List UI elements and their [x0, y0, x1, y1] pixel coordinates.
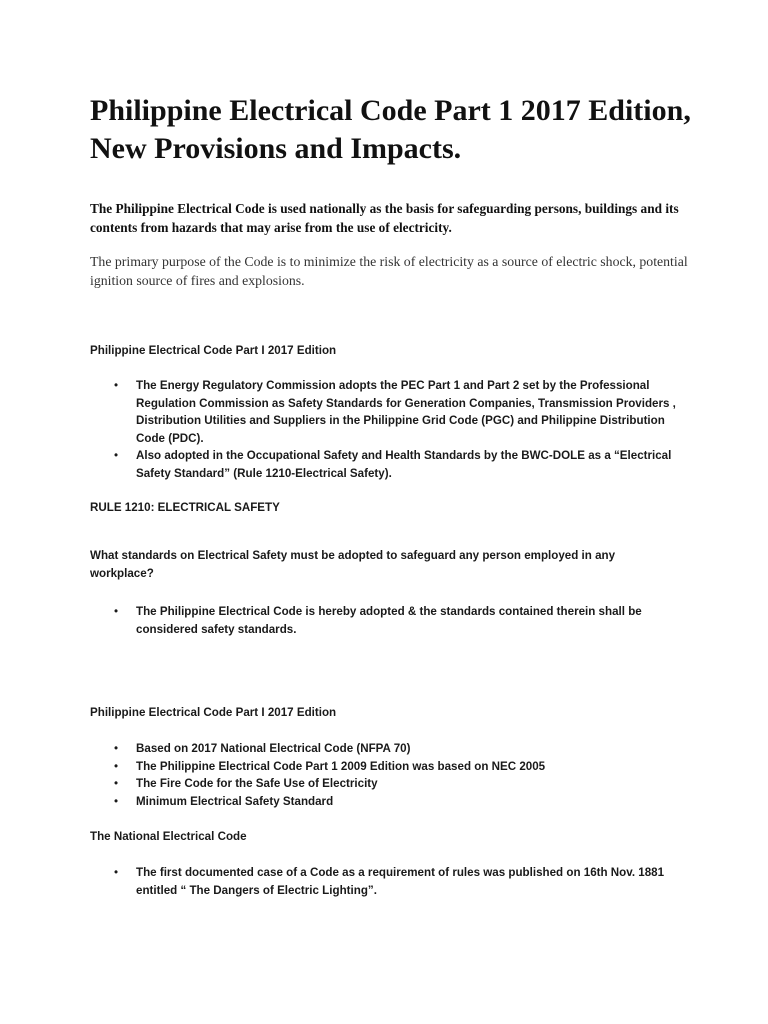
question-paragraph: What standards on Electrical Safety must be adopted to safeguard any person employed in any workplace? [90, 549, 616, 580]
list-item [90, 740, 680, 758]
bullet-icon: • [114, 866, 119, 879]
bullet-icon: • [114, 605, 119, 618]
document-title: Philippine Electrical Code Part 1 2017 Edition, New Provisions and Impacts. [90, 94, 691, 165]
list-item-text: The first documented case of a Code as a requirement of rules was published on 16th Nov. 1881 entitled “ The Dangers of Electric Lighting”. [136, 866, 665, 897]
list-item [90, 603, 680, 638]
bullet-icon: • [114, 777, 119, 790]
list-item-text: The Fire Code for the Safe Use of Electricity [136, 777, 378, 790]
bullet-icon: • [114, 794, 119, 808]
list-item [90, 775, 680, 793]
bullet-icon: • [114, 449, 119, 462]
section-heading-pec-2017-basis: Philippine Electrical Code Part I 2017 Edition [90, 706, 337, 719]
list-item [90, 447, 680, 482]
list-item [90, 377, 680, 447]
list-item-text: Also adopted in the Occupational Safety and Health Standards by the BWC-DOLE as a “Electrical Safety Standard” (Rule 1210-Electrical Safety). [136, 449, 672, 480]
list-item-text: The Philippine Electrical Code is hereby adopted & the standards contained therein shall be considered safety standards. [136, 605, 642, 636]
bullet-list-nec-history [90, 864, 680, 899]
section-heading-pec-2017: Philippine Electrical Code Part I 2017 Edition [90, 344, 337, 357]
bullet-list-pec-basis [90, 740, 680, 810]
bullet-list-rule-1210 [90, 603, 680, 638]
bullet-icon: • [114, 759, 119, 773]
section-heading-rule-1210: RULE 1210: ELECTRICAL SAFETY [90, 501, 280, 514]
section-heading-nec: The National Electrical Code [90, 830, 247, 843]
list-item-text: The Philippine Electrical Code Part 1 2009 Edition was based on NEC 2005 [136, 759, 546, 773]
list-item-text: Based on 2017 National Electrical Code (NFPA 70) [136, 742, 411, 755]
list-item [90, 864, 680, 899]
list-item [90, 793, 680, 811]
list-item-text: Minimum Electrical Safety Standard [136, 794, 334, 808]
bullet-icon: • [114, 742, 119, 755]
list-item-text: The Energy Regulatory Commission adopts the PEC Part 1 and Part 2 set by the Professional Regulation Commission as Safety Standards for Generation Companies, Transmission Providers , Distribution Utilities and Suppliers in the Philippine Grid Code (PGC) and Philippine Distribution Code (PDC). [136, 379, 676, 445]
bullet-list-pec-adoption [90, 377, 680, 482]
list-item [90, 758, 680, 776]
bullet-icon: • [114, 379, 119, 392]
purpose-paragraph: The primary purpose of the Code is to minimize the risk of electricity as a source of electric shock, potential ignition source of fires and explosions. [90, 254, 688, 288]
lead-paragraph: The Philippine Electrical Code is used nationally as the basis for safeguarding persons, buildings and its contents from hazards that may arise from the use of electricity. [90, 201, 679, 235]
